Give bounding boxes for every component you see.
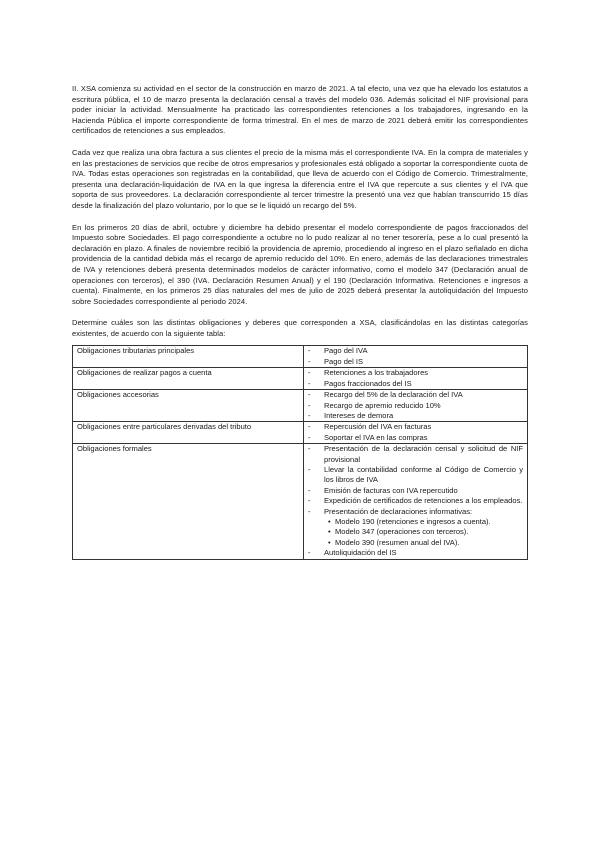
- obligation-list: [308, 368, 523, 389]
- category-cell: Obligaciones accesorias: [73, 390, 304, 422]
- obligation-item: [308, 496, 523, 506]
- obligations-table: [72, 345, 528, 559]
- obligation-item-text: Recargo del 5% de la declaración del IVA: [324, 390, 463, 400]
- table-row: [73, 444, 528, 559]
- obligation-item: [308, 411, 523, 421]
- obligation-item-text: Emisión de facturas con IVA repercutido: [324, 485, 458, 495]
- obligation-item: [308, 507, 523, 549]
- obligation-item: [308, 465, 523, 486]
- obligation-item-text: Soportar el IVA en las compras: [324, 432, 428, 442]
- obligation-item: [308, 486, 523, 496]
- obligation-item-text: Pagos fraccionados del IS: [324, 378, 412, 388]
- obligation-item-text: Intereses de demora: [324, 410, 394, 420]
- obligation-list: [308, 422, 523, 443]
- category-cell: Obligaciones formales: [73, 444, 304, 559]
- obligation-item-text: Presentación de la declaración censal y solicitud de NIF provisional: [324, 444, 523, 464]
- obligation-item: [308, 346, 523, 356]
- obligation-item: [308, 548, 523, 558]
- category-cell: Obligaciones tributarias principales: [73, 346, 304, 368]
- informative-model-item: • Modelo 347 (operaciones con terceros).: [328, 527, 523, 537]
- obligation-item-text: Retenciones a los trabajadores: [324, 368, 429, 378]
- obligation-item: [308, 379, 523, 389]
- obligation-item-text: Presentación de declaraciones informativas:: [324, 506, 473, 516]
- paragraph-intro-company: II. XSA comienza su actividad en el sector de la construcción en marzo de 2021. A tal efecto, una vez que ha elevado los estatutos a escritura pública, el 10 de marzo presenta la declaración censal a través del modelo 036. Además solicitad el NIF provisional para poder iniciar la actividad. Mensualmente ha practicado las correspondientes retenciones a los trabajadores, ingresando en la Hacienda Pública el importe correspondiente de forma trimestral. En el mes de marzo de 2021 deberá emitir los correspondientes certificados de retenciones a sus empleados.: [72, 84, 528, 136]
- table-row: [73, 346, 528, 368]
- items-cell: [304, 390, 528, 422]
- category-cell: Obligaciones entre particulares derivadas del tributo: [73, 422, 304, 444]
- items-cell: [304, 444, 528, 559]
- obligation-item: [308, 433, 523, 443]
- informative-model-item: • Modelo 390 (resumen anual del IVA).: [328, 538, 523, 548]
- table-row: [73, 390, 528, 422]
- obligation-item-text: Pago del IVA: [324, 346, 368, 356]
- obligation-item-text: Repercusión del IVA en facturas: [324, 422, 432, 432]
- table-row: [73, 422, 528, 444]
- obligation-item: [308, 422, 523, 432]
- obligation-list: [308, 346, 523, 367]
- items-cell: [304, 368, 528, 390]
- items-cell: [304, 422, 528, 444]
- paragraph-pagos-fraccionados: En los primeros 20 días de abril, octubre y diciembre ha debido presentar el modelo correspondiente de pagos fraccionados del Impuesto sobre Sociedades. El pago correspondiente a octubre no lo pudo realizar al no tener tesorería, pese a lo cual presentó la declaración en plazo. A finales de noviembre recibió la providencia de apremio, procediendo al ingreso en el plazo señalado en dicha providencia de la cantidad debida más el recargo de apremio reducido del 10%. En enero, además de las declaraciones trimestrales de IVA y retenciones deberá presenta determinados modelos de carácter informativo, como el modelo 347 (Declaración anual de operaciones con terceros), el 390 (IVA. Declaración Resumen Anual) y el 190 (Declaración Informativa. Retenciones e ingresos a cuenta). Finalmente, en los primeros 25 días naturales del mes de julio de 2025 deberá presentar la autoliquidación del Impuesto sobre Sociedades correspondiente al periodo 2024.: [72, 222, 528, 306]
- obligation-item: [308, 357, 523, 367]
- informative-models-list: [324, 517, 523, 548]
- obligation-item-text: Expedición de certificados de retenciones a los empleados.: [324, 496, 523, 506]
- obligation-item: [308, 401, 523, 411]
- category-cell: Obligaciones de realizar pagos a cuenta: [73, 368, 304, 390]
- obligation-list: [308, 390, 523, 421]
- obligation-item: [308, 390, 523, 400]
- paragraph-question: Determine cuáles son las distintas obligaciones y deberes que corresponden a XSA, clasificándolas en las distintas categorías existentes, de acuerdo con la siguiente tabla:: [72, 318, 528, 338]
- items-cell: [304, 346, 528, 368]
- table-row: [73, 368, 528, 390]
- obligation-item-text: Llevar la contabilidad conforme al Código de Comercio y los libros de IVA: [324, 464, 523, 485]
- obligation-item: [308, 444, 523, 465]
- obligation-list: [308, 444, 523, 558]
- obligation-item-text: Recargo de apremio reducido 10%: [324, 400, 441, 410]
- obligation-item-text: Autoliquidación del IS: [324, 548, 397, 558]
- obligation-item: [308, 368, 523, 378]
- obligations-table-body: [73, 346, 528, 559]
- obligation-item-text: Pago del IS: [324, 356, 364, 366]
- paragraph-iva: Cada vez que realiza una obra factura a sus clientes el precio de la misma más el correspondiente IVA. En la compra de materiales y en las prestaciones de servicios que recibe de otros empresarios y profesionales está obligado a soportar la correspondiente cuota de IVA. Todas estas operaciones son registradas en la contabilidad, que lleva de acuerdo con el Código de Comercio. Trimestralmente, presenta una declaración-liquidación de IVA en la que ingresa la diferencia entre el IVA que repercute a sus clientes y el IVA que soporta de sus proveedores. La declaración correspondiente al tercer trimestre la presentó una vez que habían transcurrido 15 días desde la finalización del plazo voluntario, por lo que se le liquidó un recargo del 5%.: [72, 147, 528, 210]
- informative-model-item: • Modelo 190 (retenciones e ingresos a cuenta).: [328, 517, 523, 527]
